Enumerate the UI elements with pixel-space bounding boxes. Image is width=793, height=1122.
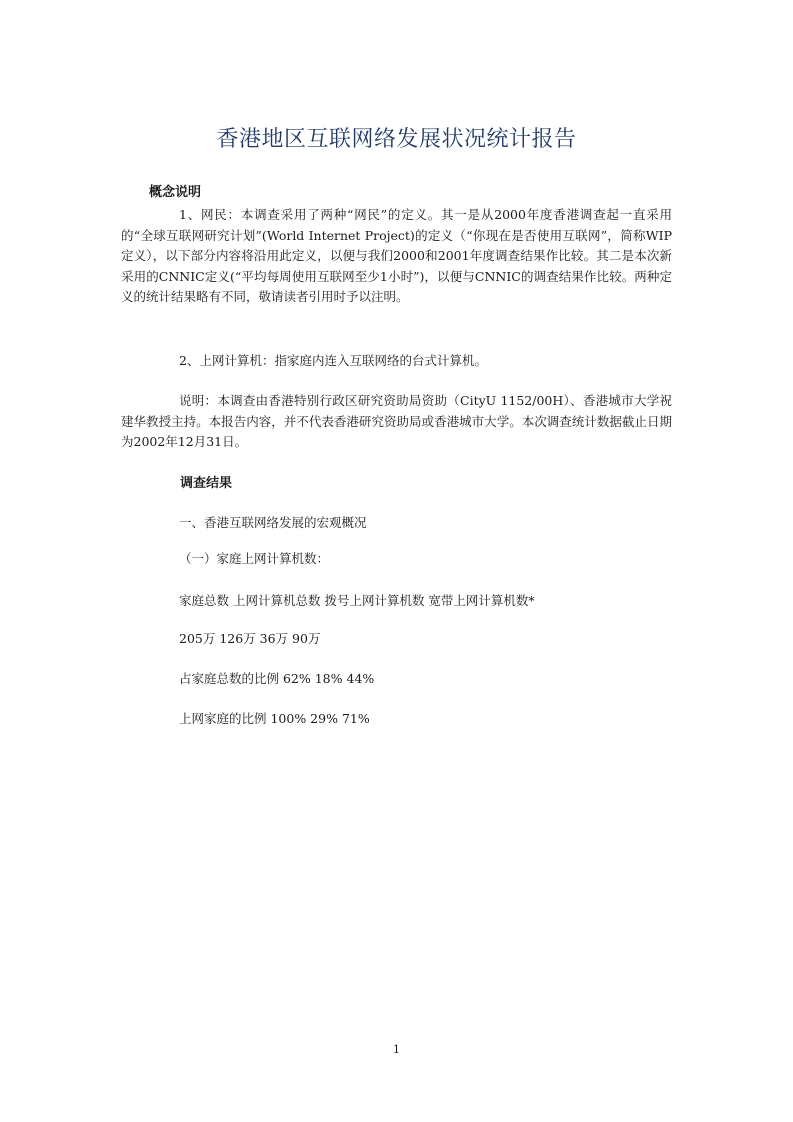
table-row-household-share: 占家庭总数的比例 62% 18% 44% (179, 671, 375, 686)
table-row-online-share: 上网家庭的比例 100% 29% 71% (179, 711, 370, 726)
subsection-one-heading: （一）家庭上网计算机数： (179, 551, 330, 566)
concept-heading: 概念说明 (149, 185, 202, 200)
table-row-counts: 205万 126万 36万 90万 (179, 631, 321, 646)
paragraph-funding-note: 说明：本调查由香港特别行政区研究资助局资助（CityU 1152/00H）、香港城市大学祝建华教授主持。本报告内容，并不代表香港研究资助局或香港城市大学。本次调查统计数据截止日期为2002年12月31日。 (121, 393, 672, 449)
page-number: 1 (393, 1043, 400, 1056)
table-header-row: 家庭总数 上网计算机总数 拨号上网计算机数 宽带上网计算机数* (179, 593, 535, 608)
document-title: 香港地区互联网络发展状况统计报告 (216, 127, 577, 152)
results-heading: 调查结果 (180, 476, 233, 491)
section-one-heading: 一、香港互联网络发展的宏观概况 (179, 515, 367, 530)
paragraph-online-computer-definition: 2、上网计算机：指家庭内连入互联网络的台式计算机。 (179, 353, 487, 368)
paragraph-netizen-definition: 1、网民：本调查采用了两种“网民”的定义。其一是从2000年度香港调查起一直采用的“全球互联网研究计划”(World Internet Project)的定义（“你现在是否使用互联网”，简称WIP定义），以下部分内容将沿用此定义，以便与我们2000和2001年度调查结果作比较。其二是本次新采用的CNNIC定义(“平均每周使用互联网至少1小时”)，以便与CNNIC的调查结果作比较。两种定义的统计结果略有不同，敬请读者引用时予以注明。 (121, 207, 672, 304)
